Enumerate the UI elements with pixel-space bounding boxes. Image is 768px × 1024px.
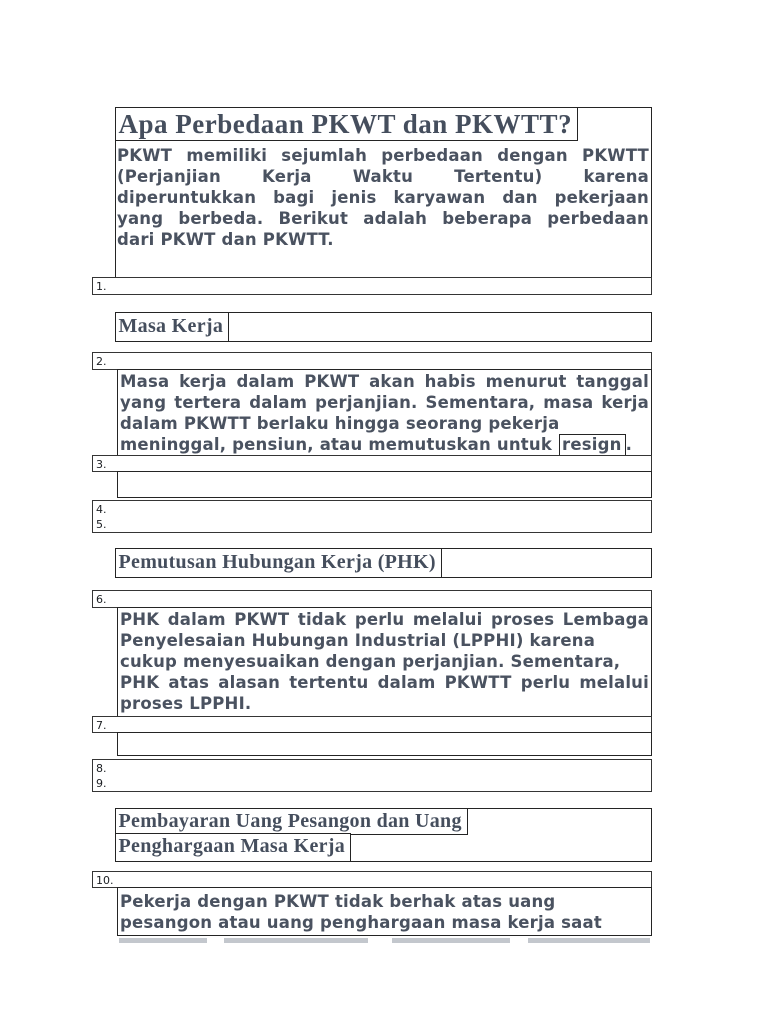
body-paragraph-box	[117, 369, 652, 456]
section-heading-block	[115, 808, 652, 862]
resign-boxed-word: resign	[559, 434, 626, 456]
paragraph-line: dalam PKWTT berlaku hingga seorang pekerja	[120, 414, 560, 433]
intro-paragraph	[117, 145, 649, 250]
intro-block	[115, 107, 652, 278]
list-number-label: 9.	[96, 777, 107, 790]
section-heading-box	[115, 833, 352, 862]
paragraph-line: PHK dalam PKWT tidak perlu melalui proses Lembaga	[120, 610, 649, 629]
paragraph-text: .	[625, 435, 633, 454]
section-heading: Penghargaan Masa Kerja	[118, 835, 346, 857]
list-number-label: 5.	[96, 518, 107, 531]
clipped-text-fragment	[528, 938, 650, 943]
empty-row-box	[117, 471, 652, 498]
body-paragraph-box	[117, 887, 652, 936]
section-heading-block	[115, 548, 652, 578]
section-heading: Pembayaran Uang Pesangon dan Uang	[118, 809, 462, 832]
list-number-row	[92, 871, 652, 888]
clipped-text-fragment	[392, 938, 510, 943]
paragraph-line	[120, 434, 649, 455]
title-box	[115, 107, 579, 141]
list-number-row	[92, 500, 652, 533]
paragraph-line: PKWT memiliki sejumlah perbedaan dengan PKWTT	[117, 146, 649, 165]
list-number-label: 6.	[96, 593, 107, 606]
paragraph-text: meninggal, pensiun, atau memutuskan untuk	[120, 435, 553, 454]
section-heading: Masa Kerja	[118, 314, 224, 337]
list-number-row	[92, 590, 652, 608]
paragraph-line: proses LPPHI.	[120, 694, 252, 713]
section-heading-block	[115, 312, 652, 342]
paragraph-line: diperuntukkan bagi jenis karyawan dan pekerjaan	[117, 188, 649, 207]
paragraph-line: Penyelesaian Hubungan Industrial (LPPHI) karena	[120, 631, 596, 650]
list-number-label: 10.	[96, 874, 114, 887]
paragraph-line: pesangon atau uang penghargaan masa kerja saat	[120, 913, 602, 932]
section-heading-box	[115, 312, 230, 342]
paragraph-line: yang tertera dalam perjanjian. Sementara, masa kerja	[120, 393, 649, 412]
paragraph-line: dari PKWT dan PKWTT.	[117, 230, 334, 249]
paragraph-line: Pekerja dengan PKWT tidak berhak atas uang	[120, 892, 556, 911]
paragraph-line: yang berbeda. Berikut adalah beberapa perbedaan	[117, 209, 649, 228]
list-number-label: 2.	[96, 355, 107, 368]
list-number-label: 7.	[96, 719, 107, 732]
paragraph-line: PHK atas alasan tertentu dalam PKWTT perlu melalui	[120, 673, 649, 692]
list-number-row	[92, 759, 652, 792]
list-number-label: 8.	[96, 762, 107, 775]
paragraph-line: (Perjanjian Kerja Waktu Tertentu) karena	[117, 167, 649, 186]
section-heading-box	[115, 548, 442, 578]
paragraph-line: cukup menyesuaikan dengan perjanjian. Sementara,	[120, 652, 621, 671]
list-number-row	[92, 352, 652, 370]
clipped-text-fragment	[119, 938, 207, 943]
list-number-label: 4.	[96, 503, 107, 516]
list-number-label: 3.	[96, 458, 107, 471]
paragraph-line: Masa kerja dalam PKWT akan habis menurut tanggal	[120, 372, 649, 391]
section-heading: Pemutusan Hubungan Kerja (PHK)	[118, 550, 436, 573]
list-number-row	[92, 277, 652, 295]
list-number-label: 1.	[96, 280, 107, 293]
list-number-row	[92, 716, 652, 733]
clipped-text-fragment	[224, 938, 368, 943]
page-title: Apa Perbedaan PKWT dan PKWTT?	[118, 108, 573, 139]
body-paragraph-box	[117, 607, 652, 717]
section-heading-box	[115, 808, 468, 835]
empty-row-box	[117, 732, 652, 756]
list-number-row	[92, 455, 652, 472]
